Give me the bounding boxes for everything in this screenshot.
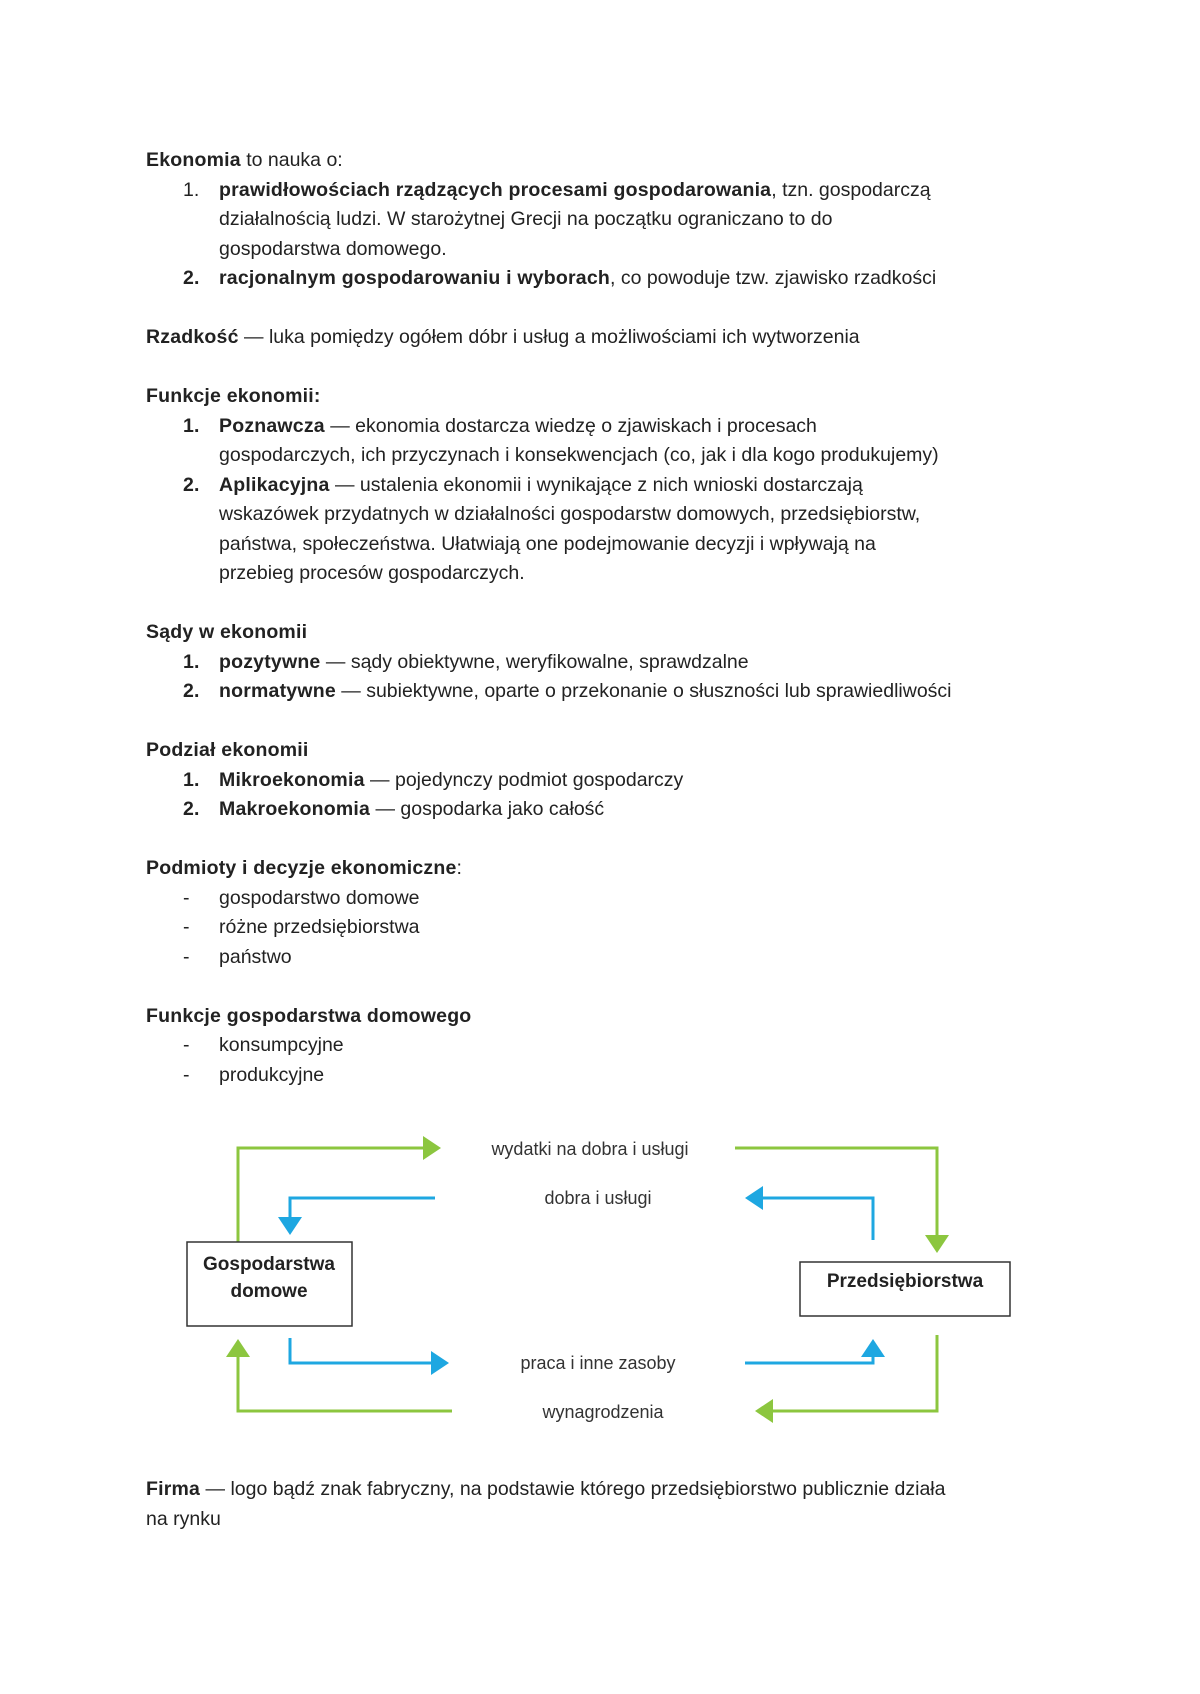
firma-definition: Firma — logo bądź znak fabryczny, na podstawie którego przedsiębiorstwo publicznie działa na rynku <box>146 1478 946 1530</box>
list-item: - państwo <box>183 945 292 968</box>
list-item: - różne przedsiębiorstwa <box>183 916 420 938</box>
arrow-wages-left <box>238 1342 452 1411</box>
section-heading: Funkcje gospodarstwa domowego <box>146 1004 472 1027</box>
list-item: 1. pozytywne — sądy obiektywne, weryfikowalne, sprawdzalne <box>183 650 749 673</box>
box-households-line1: Gospodarstwa <box>203 1254 335 1275</box>
list-item: 2. normatywne — subiektywne, oparte o przekonanie o słuszności lub sprawiedliwości <box>183 680 952 702</box>
list-item: 1. Poznawcza — ekonomia dostarcza wiedzę o zjawiskach i procesach gospodarczych, ich przyczynach i konsekwencjach (co, jak i dla kogo produkujemy) <box>183 414 939 466</box>
section-heading: Podział ekonomii <box>146 739 309 761</box>
arrow-labour-right <box>745 1342 873 1363</box>
label-spending: wydatki na dobra i usługi <box>491 1139 689 1159</box>
list-item: - gospodarstwo domowe <box>183 886 420 909</box>
box-enterprises <box>800 1262 1010 1316</box>
intro-line: Ekonomia to nauka o: <box>146 149 343 171</box>
section-heading: Podmioty i decyzje ekonomiczne: <box>146 857 462 879</box>
label-labour: praca i inne zasoby <box>520 1353 676 1373</box>
document-body <box>146 146 1066 1090</box>
list-item: 2. Aplikacyjna — ustalenia ekonomii i wynikające z nich wnioski dostarczają wskazówek przydatnych w działalności gospodarstw domowych, przedsiębiorstw, państwa, społeczeństwa. Ułatwiają one podejmowanie decyzji i wpływają na przebieg procesów gospodarczych. <box>183 473 921 584</box>
term-ekonomia: Ekonomia <box>146 149 241 171</box>
list-item: 2. Makroekonomia — gospodarka jako całość <box>183 798 605 820</box>
list-item: 1. Mikroekonomia — pojedynczy podmiot gospodarczy <box>183 768 684 791</box>
list-item: 2. racjonalnym gospodarowaniu i wyborach, co powoduje tzw. zjawisko rzadkości <box>183 267 937 289</box>
label-goods: dobra i usługi <box>544 1188 652 1208</box>
list-item: - konsumpcyjne <box>183 1034 344 1056</box>
arrow-labour-left <box>290 1338 446 1363</box>
box-households-line2: domowe <box>230 1281 308 1302</box>
list-item: - produkcyjne <box>183 1063 325 1086</box>
arrow-goods-left <box>290 1198 435 1232</box>
definition-rzadkosc: Rzadkość — luka pomiędzy ogółem dóbr i usług a możliwościami ich wytworzenia <box>146 326 860 348</box>
list-item: 1. prawidłowościach rządzących procesami gospodarowania, tzn. gospodarczą działalnością ludzi. W starożytnej Grecji na początku ograniczano to do gospodarstwa domowego. <box>183 178 931 260</box>
box-households <box>187 1242 352 1326</box>
box-enterprises-label: Przedsiębiorstwa <box>826 1271 984 1292</box>
section-heading: Funkcje ekonomii: <box>146 385 321 407</box>
arrow-wages-right <box>758 1335 937 1411</box>
section-heading: Sądy w ekonomii <box>146 621 308 643</box>
label-wages: wynagrodzenia <box>542 1402 664 1422</box>
arrow-goods-right <box>748 1198 873 1240</box>
circular-flow-diagram <box>0 1110 1200 1440</box>
